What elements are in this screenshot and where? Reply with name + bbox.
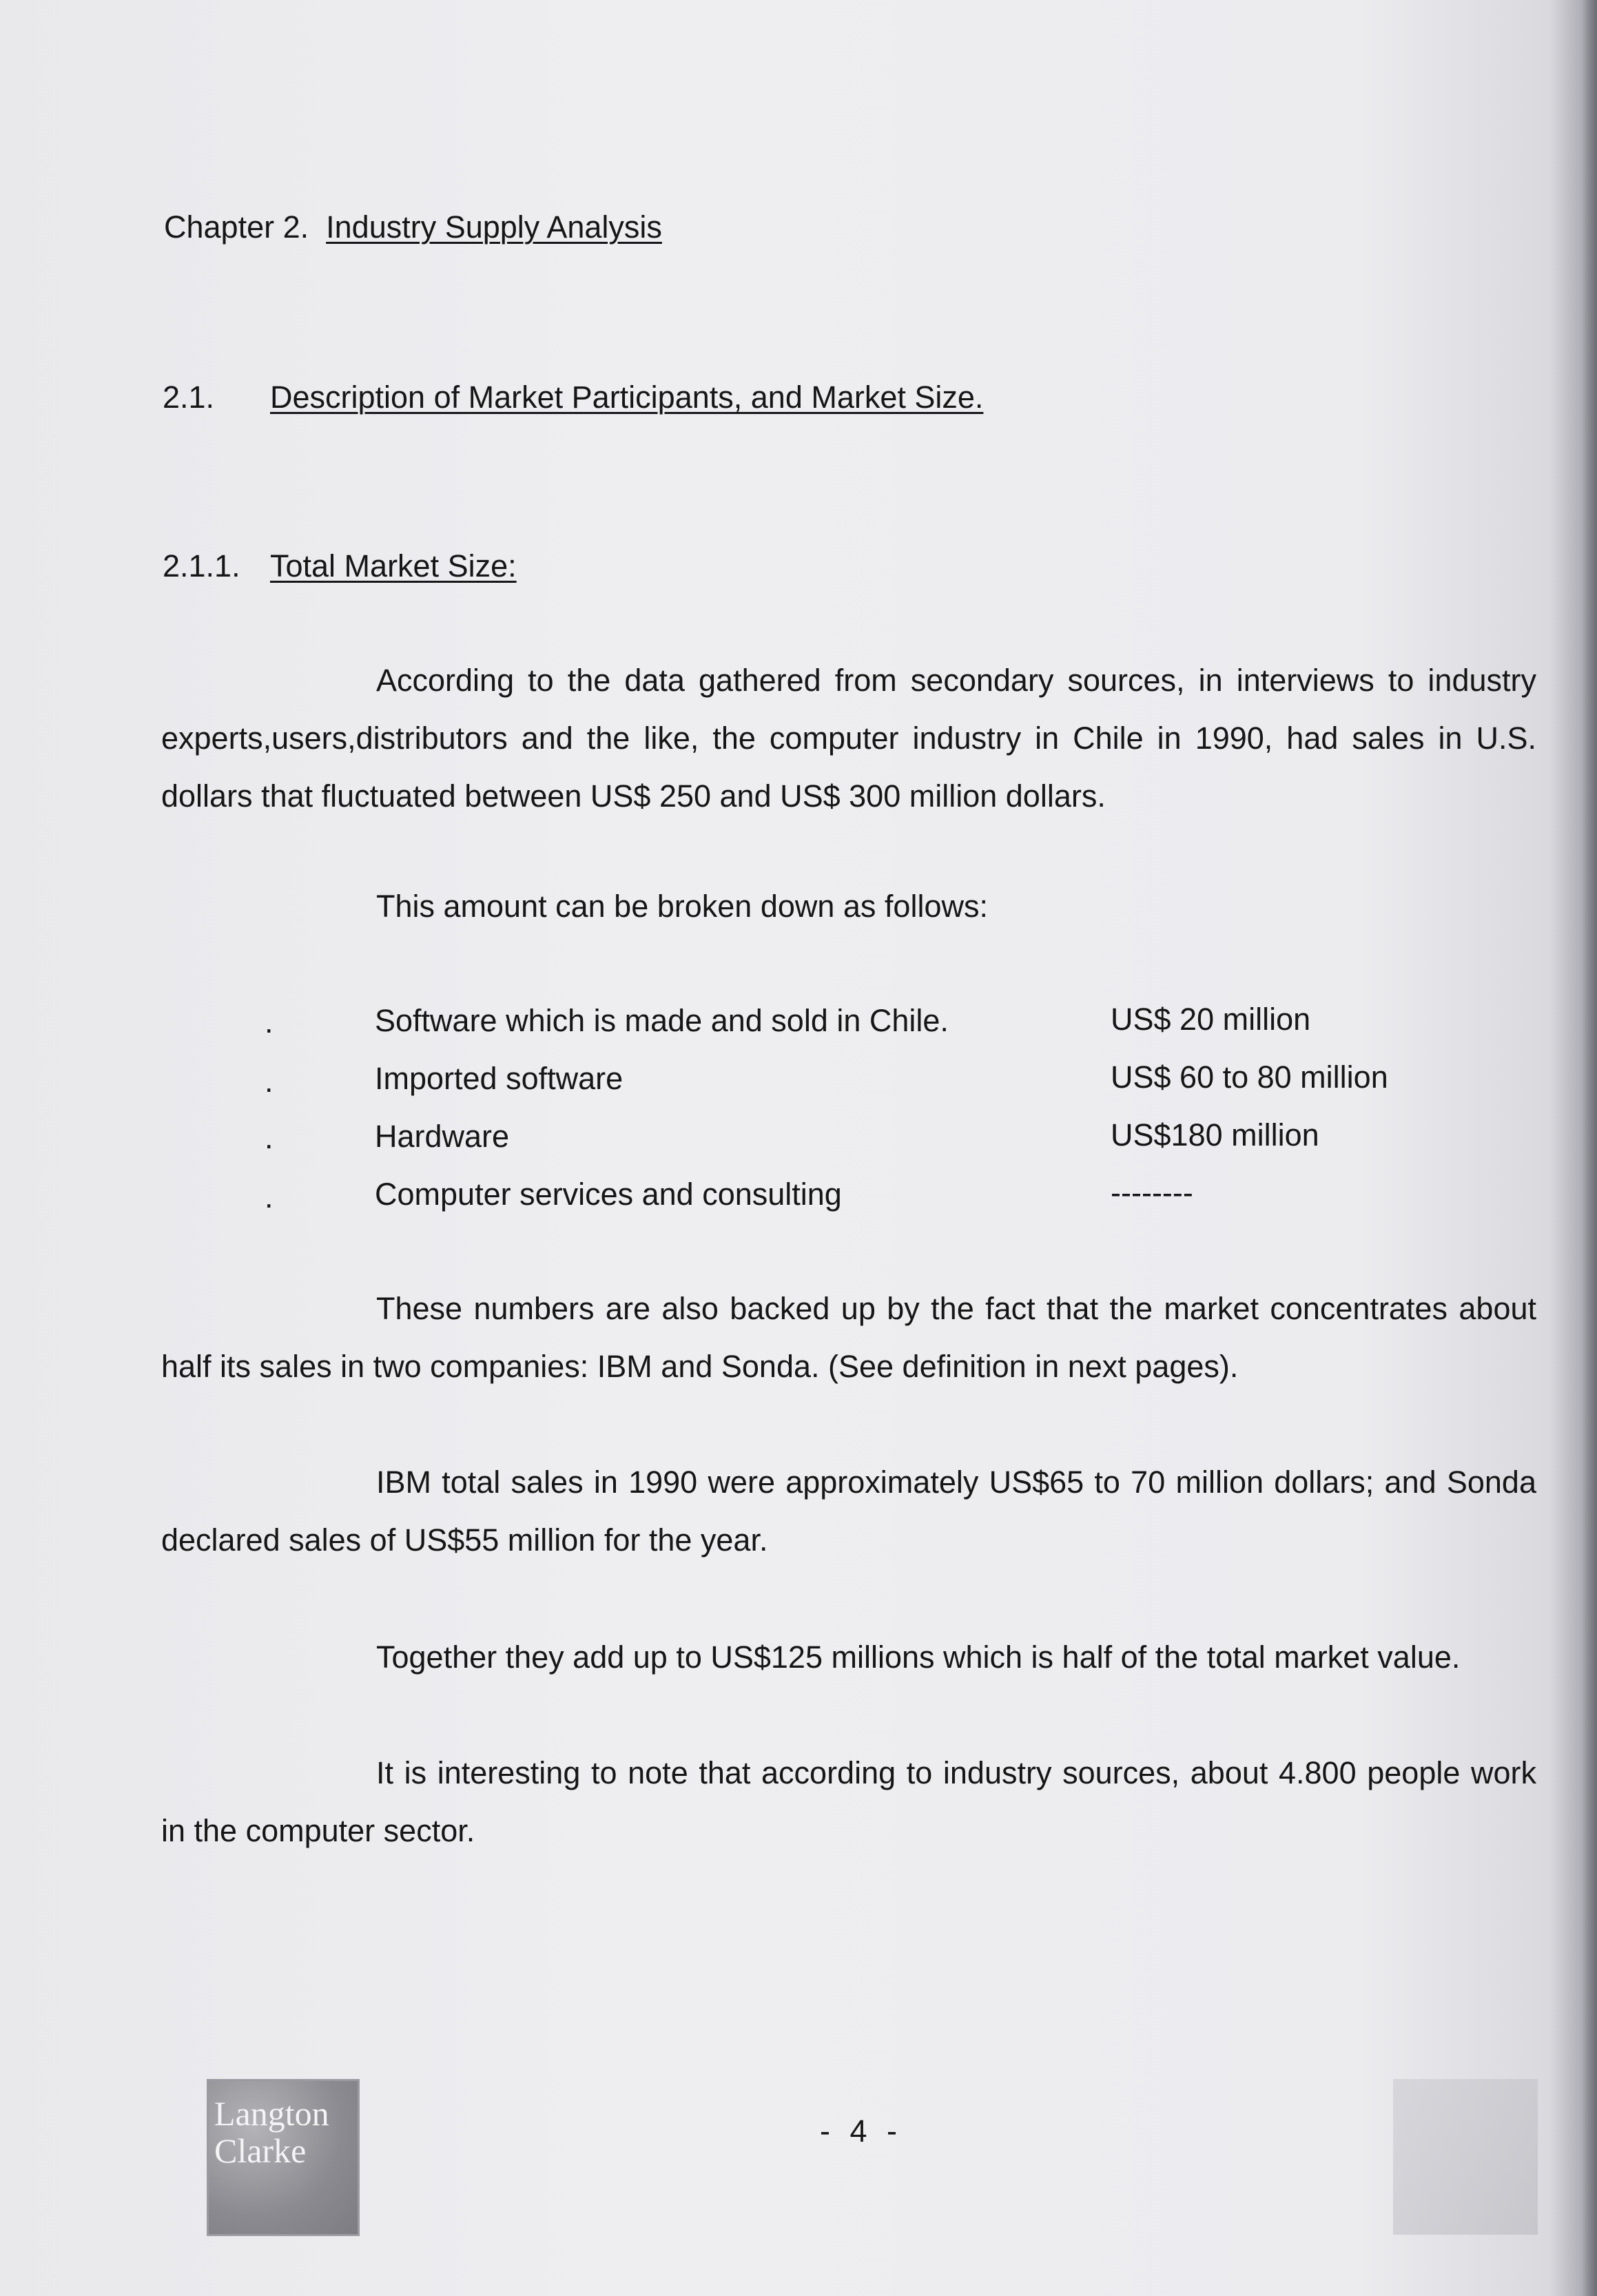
section-2-1-1-title: Total Market Size: bbox=[270, 548, 517, 583]
page-edge-shadow bbox=[1582, 0, 1597, 2296]
list-item-label: Computer services and consulting bbox=[375, 1177, 842, 1212]
list-bullet: . bbox=[265, 1120, 274, 1155]
paragraph-breakdown-intro: This amount can be broken down as follows: bbox=[376, 889, 988, 924]
list-bullet: . bbox=[265, 1004, 274, 1040]
list-item-value: -------- bbox=[1111, 1175, 1193, 1210]
section-2-1-number: 2.1. bbox=[163, 380, 215, 415]
list-item-label: Imported software bbox=[375, 1061, 624, 1096]
list-bullet: . bbox=[265, 1064, 274, 1099]
logo-line: Langton bbox=[214, 2094, 329, 2133]
section-2-1-1-number: 2.1.1. bbox=[163, 548, 240, 583]
list-item-value: US$180 million bbox=[1111, 1117, 1319, 1152]
list-item-value: US$ 60 to 80 million bbox=[1111, 1059, 1388, 1095]
list-bullet: . bbox=[265, 1179, 274, 1214]
paragraph-combined-share: Together they add up to US$125 millions which is half of the total market value. bbox=[376, 1640, 1461, 1675]
list-item-label: Hardware bbox=[375, 1119, 510, 1154]
chapter-title: Industry Supply Analysis bbox=[326, 209, 662, 245]
chapter-prefix: Chapter 2. bbox=[164, 209, 309, 245]
page-number: - 4 - bbox=[819, 2113, 903, 2149]
company-logo bbox=[207, 2079, 360, 2236]
logo-line: Clarke bbox=[214, 2131, 307, 2170]
list-item-label: Software which is made and sold in Chile. bbox=[375, 1003, 949, 1038]
paragraph-market-size: According to the data gathered from secondary sources, in interviews to industry experts,users,distributors and the like, the computer industry in Chile in 1990, had sales in U.S. dollars that fluctuated between US$ 250 and US$ 300 million dollars. bbox=[161, 663, 1536, 814]
paragraph-concentration: These numbers are also backed up by the fact that the market concentrates about half its sales in two companies: IBM and Sonda. (See definition in next pages). bbox=[161, 1291, 1536, 1384]
paragraph-ibm-sonda-sales: IBM total sales in 1990 were approximately US$65 to 70 million dollars; and Sonda declared sales of US$55 million for the year. bbox=[161, 1465, 1536, 1558]
list-item-value: US$ 20 million bbox=[1111, 1002, 1311, 1037]
paragraph-employment: It is interesting to note that according to industry sources, about 4.800 people work in the computer sector. bbox=[161, 1755, 1536, 1848]
section-2-1-title: Description of Market Participants, and Market Size. bbox=[270, 380, 984, 415]
chapter-heading bbox=[164, 198, 662, 256]
show-through-stamp bbox=[1393, 2079, 1538, 2235]
